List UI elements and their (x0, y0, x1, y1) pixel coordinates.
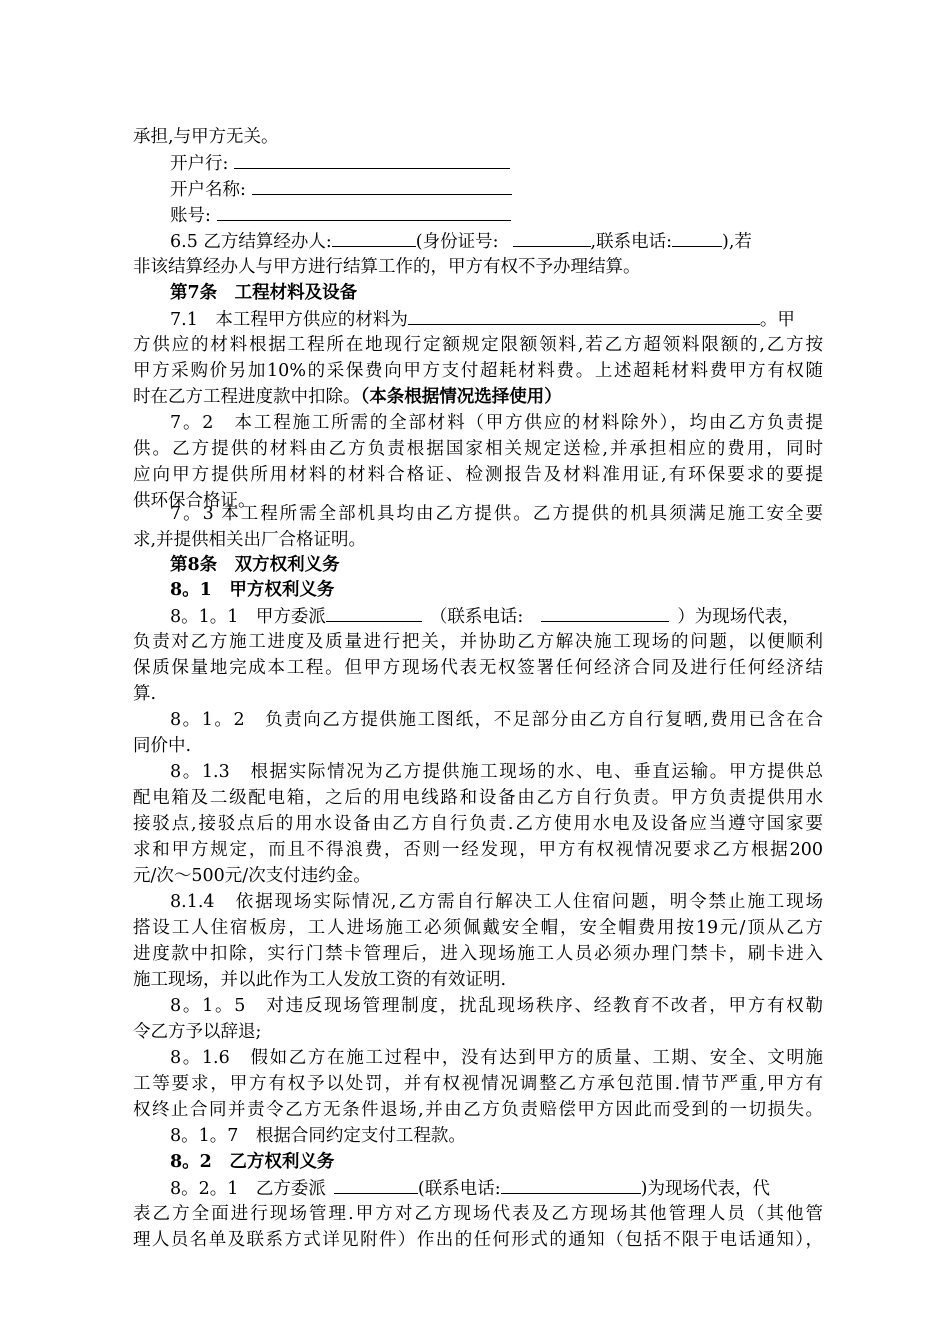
account-name-blank[interactable] (252, 176, 512, 195)
party-b-phone-blank[interactable] (501, 1175, 641, 1194)
section-8-1-heading: 8。1 甲方权利义务 (170, 580, 335, 600)
text-line: 应向甲方提供所用材料的材料合格证、检测报告及材料准用证,有环保要求的要提 (133, 465, 823, 485)
supplied-materials-blank[interactable] (408, 306, 760, 325)
clause-8-1-6: 8。1.6 假如乙方在施工过程中，没有达到甲方的质量、工期、安全、文明施 (170, 1048, 823, 1068)
bank-name-blank[interactable] (234, 150, 510, 169)
clause-7-2: 7。2 本工程施工所需的全部材料（甲方供应的材料除外），均由乙方负责提 (170, 413, 823, 433)
section-8-2-heading: 8。2 乙方权利义务 (170, 1152, 335, 1172)
clause-8-2-1: 8。2。1 乙方委派 (联系电话: )为现场代表，代 (170, 1175, 823, 1201)
text-line: 负责对乙方施工进度及质量进行把关，并协助乙方解决施工现场的问题，以便顺利 (133, 632, 823, 652)
account-name-line: 开户名称: (170, 176, 823, 202)
text-line: 非该结算经办人与甲方进行结算工作的，甲方有权不予办理结算。 (133, 257, 641, 277)
text-line: 进度款中扣除，实行门禁卡管理后，进入现场施工人员必须办理门禁卡，刷卡进入 (133, 944, 823, 964)
clause-8-1-1: 8。1。1 甲方委派 （联系电话: ）为现场代表， (170, 603, 823, 629)
optional-note: （本条根据情况选择使用） (360, 387, 562, 407)
clause-6-5: 6.5 乙方结算经办人: (身份证号: ,联系电话: ),若 (170, 228, 823, 254)
party-a-phone-blank[interactable] (541, 603, 669, 622)
account-number-line: 账号: (170, 202, 823, 228)
text-line: 理人员名单及联系方式详见附件）作出的任何形式的通知（包括不限于电话通知）， (133, 1230, 823, 1250)
clause-8-1-3: 8。1.3 根据实际情况为乙方提供施工现场的水、电、垂直运输。甲方提供总 (170, 762, 823, 782)
clause-8-1-7: 8。1。7 根据合同约定支付工程款。 (170, 1126, 466, 1146)
text-line: 元/次～500元/次支付违约金。 (133, 866, 371, 886)
id-number-blank[interactable] (513, 228, 591, 247)
party-b-rep-blank[interactable] (334, 1175, 418, 1194)
text-line: 同价中. (133, 736, 192, 756)
phone-blank[interactable] (672, 228, 722, 247)
text-line: 施工现场，并以此作为工人发放工资的有效证明. (133, 970, 507, 990)
clause-8-1-4: 8.1.4 依据现场实际情况,乙方需自行解决工人住宿问题，明令禁止施工现场 (170, 892, 823, 912)
text-line: 方供应的材料根据工程所在地现行定额规定限额领料,若乙方超领料限额的,乙方按 (133, 335, 823, 355)
text-line: 求,并提供相关出厂合格证明。 (133, 530, 367, 550)
text-line: 算. (133, 684, 157, 704)
clause-8-1-5: 8。1。5 对违反现场管理制度，扰乱现场秩序、经教育不改者，甲方有权勒 (170, 996, 823, 1016)
clause-7-1: 7.1 本工程甲方供应的材料为 。甲 (170, 306, 823, 332)
text-line: 搭设工人住宿板房，工人进场施工必须佩戴安全帽，安全帽费用按19元/顶从乙方 (133, 918, 823, 938)
text-line: 求和甲方规定，而且不得浪费，否则一经发现，甲方有权视情况要求乙方根据200 (133, 840, 823, 860)
clause-8-1-2: 8。1。2 负责向乙方提供施工图纸，不足部分由乙方自行复晒,费用已含在合 (170, 710, 823, 730)
text-line: 保质保量地完成本工程。但甲方现场代表无权签署任何经济合同及进行任何经济结 (133, 658, 823, 678)
text-line: 工等要求，甲方有权予以处罚，并有权视情况调整乙方承包范围.情节严重,甲方有 (133, 1074, 823, 1094)
text-line: 权终止合同并责令乙方无条件退场,并由乙方负责赔偿甲方因此而受到的一切损失。 (133, 1100, 823, 1120)
text-line: 承担,与甲方无关。 (133, 127, 279, 147)
account-number-blank[interactable] (217, 202, 511, 221)
text-line: 时在乙方工程进度款中扣除。（本条根据情况选择使用） (133, 387, 562, 407)
settlement-agent-blank[interactable] (332, 228, 416, 247)
party-a-rep-blank[interactable] (326, 603, 422, 622)
article-8-heading: 第8条 双方权利义务 (170, 555, 340, 575)
text-line: 表乙方全面进行现场管理.甲方对乙方现场代表及乙方现场其他管理人员（其他管 (133, 1204, 823, 1224)
bank-line: 开户行: (170, 150, 823, 176)
text-line: 甲方采购价另加10%的采保费向甲方支付超耗材料费。上述超耗材料费甲方有权随 (133, 361, 823, 381)
article-7-heading: 第7条 工程材料及设备 (170, 283, 358, 303)
clause-7-3: 7。3 本工程所需全部机具均由乙方提供。乙方提供的机具须满足施工安全要 (170, 504, 823, 524)
text-line: 供环保合格证。 (133, 491, 256, 511)
text-line: 令乙方予以辞退; (133, 1022, 262, 1042)
text-line: 供。乙方提供的材料由乙方负责根据国家相关规定送检,并承担相应的费用，同时 (133, 439, 823, 459)
text-line: 配电箱及二级配电箱，之后的用电线路和设备由乙方自行负责。甲方负责提供用水 (133, 788, 823, 808)
text-line: 接驳点,接驳点后的用水设备由乙方自行负责.乙方使用水电及设备应当遵守国家要 (133, 814, 823, 834)
